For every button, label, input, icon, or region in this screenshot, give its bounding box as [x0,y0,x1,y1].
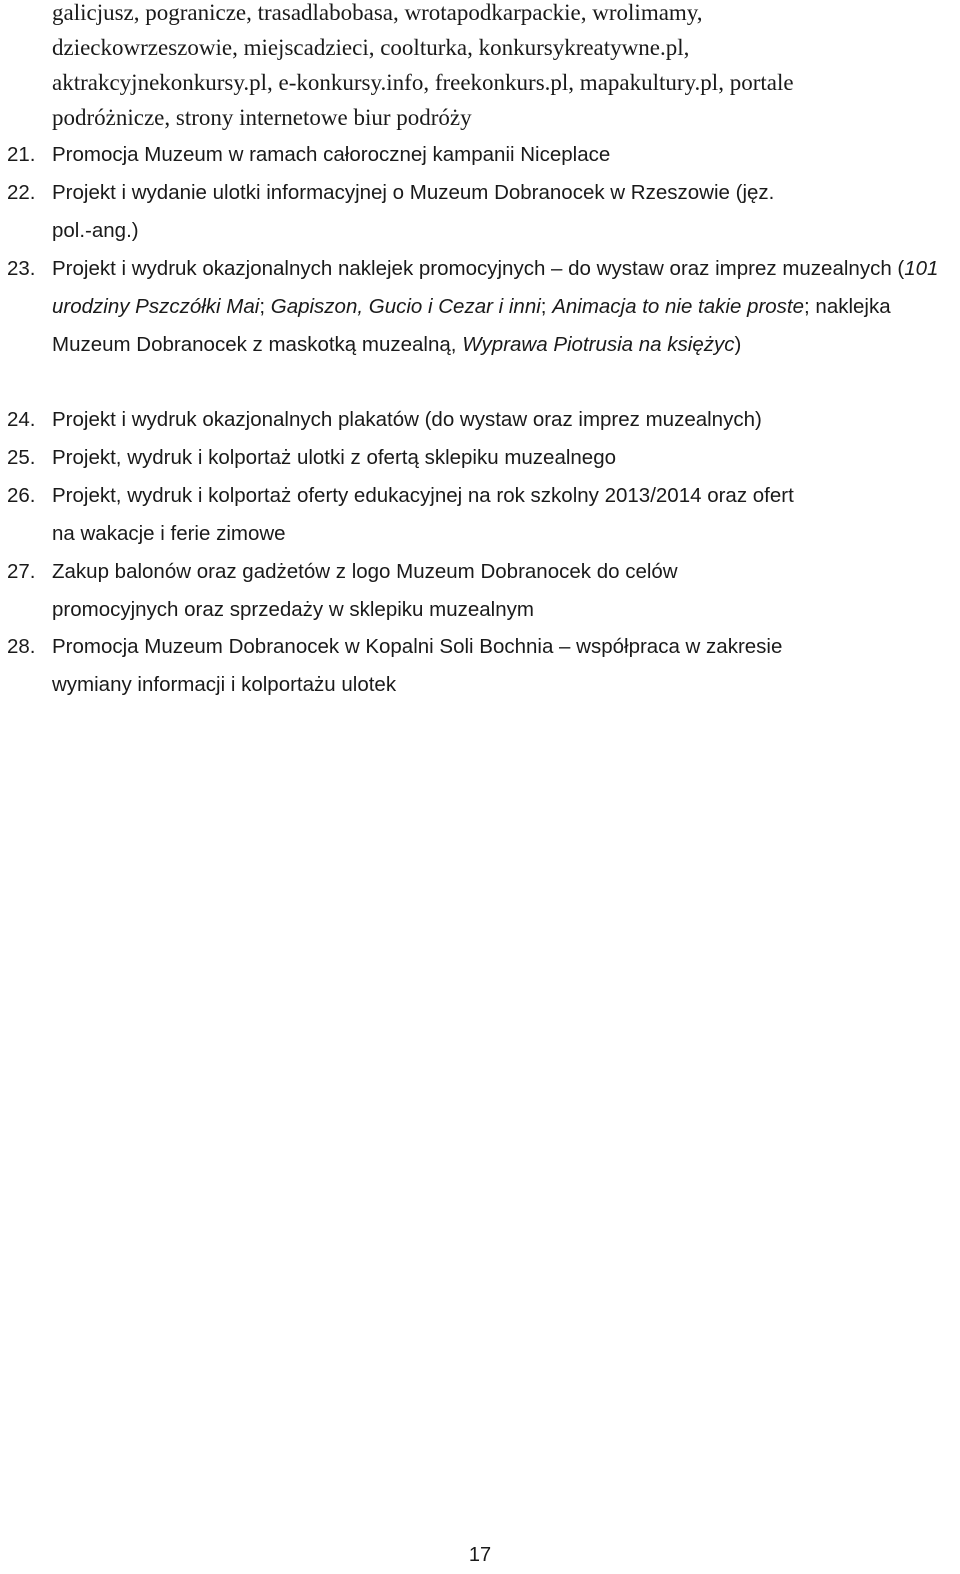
text-line: aktrakcyjnekonkursy.pl, e-konkursy.info, freekonkurs.pl, mapakultury.pl, portale [52,70,794,95]
text-line: Projekt i wydruk okazjonalnych plakatów (do wystaw oraz imprez muzealnych) [52,408,762,431]
exhibition-title: 101 urodziny Pszczółki Mai [52,257,939,318]
text-line: Projekt, wydruk i kolportaż oferty edukacyjnej na rok szkolny 2013/2014 oraz ofert [52,484,794,507]
text-segment: ) [734,333,742,356]
list-item-23 [0,250,950,364]
list-number: 23. [7,257,36,280]
text-line: Promocja Muzeum w ramach całorocznej kampanii Niceplace [52,143,611,166]
list-item-25 [0,439,950,477]
text-line: Promocja Muzeum Dobranocek w Kopalni Soli Bochnia – współpraca w zakresie [52,635,783,658]
list-item-28 [0,628,950,704]
continuation-paragraph [52,0,952,135]
text-line: dzieckowrzeszowie, miejscadzieci, coolturka, konkursykreatywne.pl, [52,35,690,60]
list-number: 24. [7,408,36,431]
list-item-text [52,250,948,364]
list-number: 25. [7,446,36,469]
text-segment: Projekt i wydruk okazjonalnych naklejek promocyjnych – do wystaw oraz imprez muzealnych ( [52,257,905,280]
exhibition-title: Gapiszon, Gucio i Cezar i inni [270,295,541,318]
page-number: 17 [468,1544,492,1566]
text-line: wymiany informacji i kolportażu ulotek [52,673,397,696]
list-number: 27. [7,560,36,583]
list-item-21 [0,136,950,174]
exhibition-title: Wyprawa Piotrusia na księżyc [462,333,735,356]
text-segment: ; [540,295,553,318]
text-line: Projekt, wydruk i kolportaż ulotki z ofertą sklepiku muzealnego [52,446,617,469]
list-number: 22. [7,181,36,204]
text-line: na wakacje i ferie zimowe [52,522,286,545]
list-item-24 [0,401,950,439]
text-line: promocyjnych oraz sprzedaży w sklepiku muzealnym [52,598,534,621]
text-segment: ; [259,295,271,318]
list-number: 28. [7,635,36,658]
text-line: podróżnicze, strony internetowe biur podróży [52,105,472,130]
text-line: galicjusz, pogranicze, trasadlabobasa, wrotapodkarpackie, wrolimamy, [52,0,703,25]
list-number: 26. [7,484,36,507]
list-item-22 [0,174,950,250]
list-item-27 [0,553,950,629]
list-item-26 [0,477,950,553]
list-number: 21. [7,143,36,166]
text-line: pol.-ang.) [52,219,139,242]
text-line: Projekt i wydanie ulotki informacyjnej o Muzeum Dobranocek w Rzeszowie (jęz. [52,181,775,204]
text-line: Zakup balonów oraz gadżetów z logo Muzeum Dobranocek do celów [52,560,678,583]
text-segment: ; naklejka Muzeum Dobranocek z maskotką muzealną, [52,295,891,356]
exhibition-title: Animacja to nie takie proste [552,295,805,318]
